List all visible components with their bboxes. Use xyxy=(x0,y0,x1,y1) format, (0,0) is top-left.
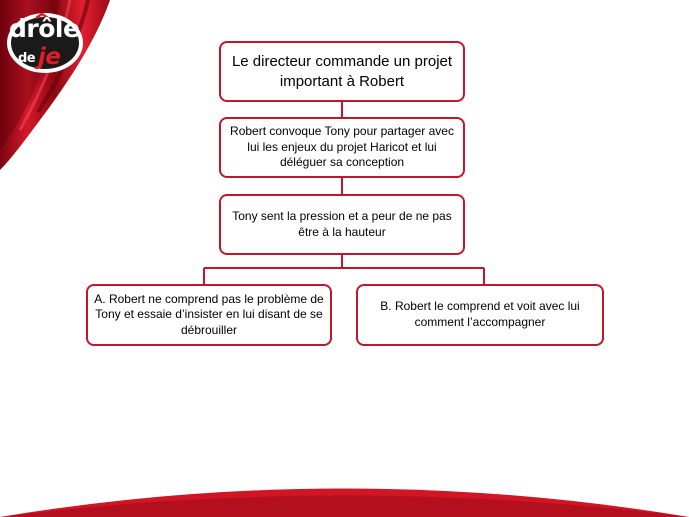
node-option-b xyxy=(356,284,604,346)
node-text: A. Robert ne comprend pas le problème de Tony et essaie d’insister en lui disant de se débrouiller xyxy=(94,291,324,337)
node-text: Robert convoque Tony pour partager avec lui les enjeux du projet Haricot et lui déléguer sa conception xyxy=(230,124,454,170)
node-text: Tony sent la pression et a peur de ne pas être à la hauteur xyxy=(232,208,452,239)
node-text: Le directeur commande un projet important à Robert xyxy=(231,53,453,90)
node-robert-convenes-tony xyxy=(219,117,465,178)
logo-word-drole: drôle xyxy=(9,14,80,43)
logo-word-je: je xyxy=(38,44,61,70)
node-director-orders-project xyxy=(219,41,465,102)
node-option-a xyxy=(86,284,332,346)
node-text: B. Robert le comprend et voit avec lui comment l’accompagner xyxy=(380,299,580,329)
logo-word-de: de xyxy=(18,51,36,66)
bottom-red-arc xyxy=(0,470,689,517)
node-tony-feels-pressure xyxy=(219,194,465,255)
